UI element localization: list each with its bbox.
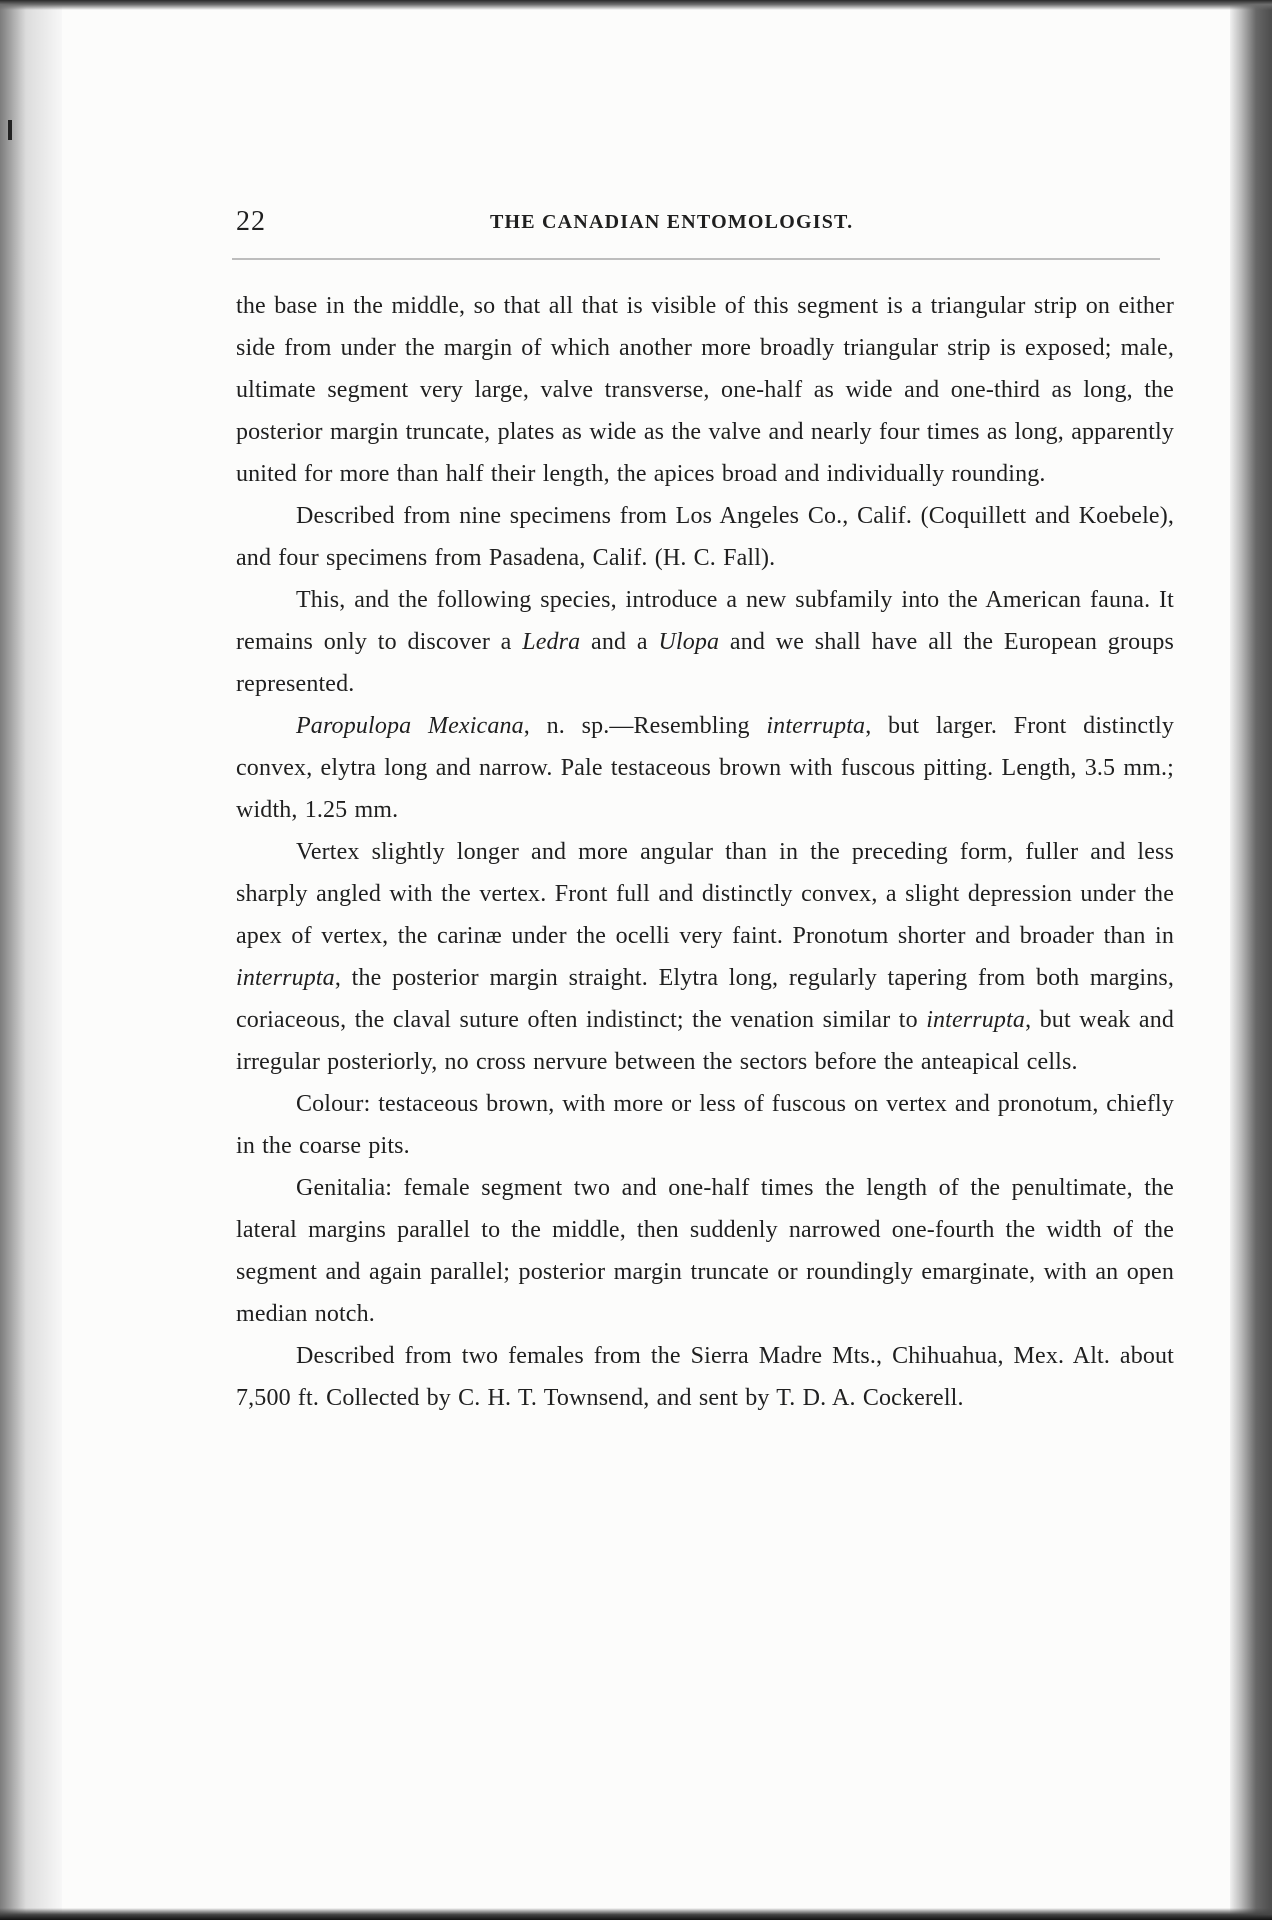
page-left-edge [0,0,62,1920]
paragraph-3-text-a: This, and the following species, introduce a new subfamily into the American fauna. It remains only to discover a [236,587,1174,655]
paragraph-7 [236,1167,1174,1335]
paragraph-6 [236,1083,1174,1167]
interrupta-reference-1: interrupta [766,713,866,739]
paragraph-1-text: the base in the middle, so that all that is visible of this segment is a triangular strip on either side from under the margin of which another more broadly triangular strip is exposed; male, ultimate segment very large, valve transverse, one-half as wide and one-third as long, the posterior margin truncate, plates as wide as the valve and nearly four times as long, apparently united for more than half their length, the apices broad and individually rounding. [236,293,1174,487]
running-head: THE CANADIAN ENTOMOLOGIST. [490,211,854,233]
page-header [236,206,1170,246]
paragraph-4-text-b: , n. sp.—Resembling [523,713,767,739]
paragraph-5-text-c: , the posterior margin straight. Elytra long, regularly tapering from both margins, coriaceous, the claval suture often indistinct; the venation similar to [236,965,1174,1033]
header-rule [232,258,1160,260]
genus-ulopa: Ulopa [658,629,720,655]
genus-ledra: Ledra [522,629,581,655]
paragraph-7-text: Genitalia: female segment two and one-half times the length of the penultimate, the lateral margins parallel to the middle, then suddenly narrowed one-fourth the width of the segment and again parallel; posterior margin truncate or roundingly emarginate, with an open median notch. [236,1175,1174,1327]
paragraph-5-text-e: , but weak and irregular posteriorly, no cross nervure between the sectors before the anteapical cells. [236,1007,1174,1075]
page-top-edge [0,0,1272,10]
paragraph-8 [236,1335,1174,1419]
paragraph-2 [236,495,1174,579]
species-name: Paropulopa Mexicana [296,713,524,739]
paragraph-3-text-c: and a [580,629,659,655]
page-bottom-edge [0,1908,1272,1920]
paragraph-8-text: Described from two females from the Sierra Madre Mts., Chihuahua, Mex. Alt. about 7,500 ft. Collected by C. H. T. Townsend, and sent by T. D. A. Cockerell. [236,1343,1174,1411]
paragraph-5-text-a: Vertex slightly longer and more angular than in the preceding form, fuller and less sharply angled with the vertex. Front full and distinctly convex, a slight depression under the apex of vertex, the carinæ under the ocelli very faint. Pronotum shorter and broader than in [236,839,1174,949]
interrupta-reference-3: interrupta [926,1007,1026,1033]
paragraph-3 [236,579,1174,705]
page-number: 22 [236,206,266,237]
interrupta-reference-2: interrupta [236,965,335,991]
paragraph-1 [236,285,1174,495]
paragraph-5 [236,831,1174,1083]
paragraph-4-text-d: , but larger. Front distinctly convex, elytra long and narrow. Pale testaceous brown with fuscous pitting. Length, 3.5 mm.; width, 1.25 mm. [236,713,1175,823]
paragraph-2-text: Described from nine specimens from Los Angeles Co., Calif. (Coquillett and Koebele), and four specimens from Pasadena, Calif. (H. C. Fall). [236,503,1174,571]
paragraph-3-text-e: and we shall have all the European groups represented. [236,629,1175,697]
paragraph-4 [236,705,1174,831]
paragraph-6-text: Colour: testaceous brown, with more or less of fuscous on vertex and pronotum, chiefly in the coarse pits. [236,1091,1174,1159]
page-right-edge [1230,0,1272,1920]
page-content [236,285,1174,1419]
page-edge-mark [8,120,12,140]
